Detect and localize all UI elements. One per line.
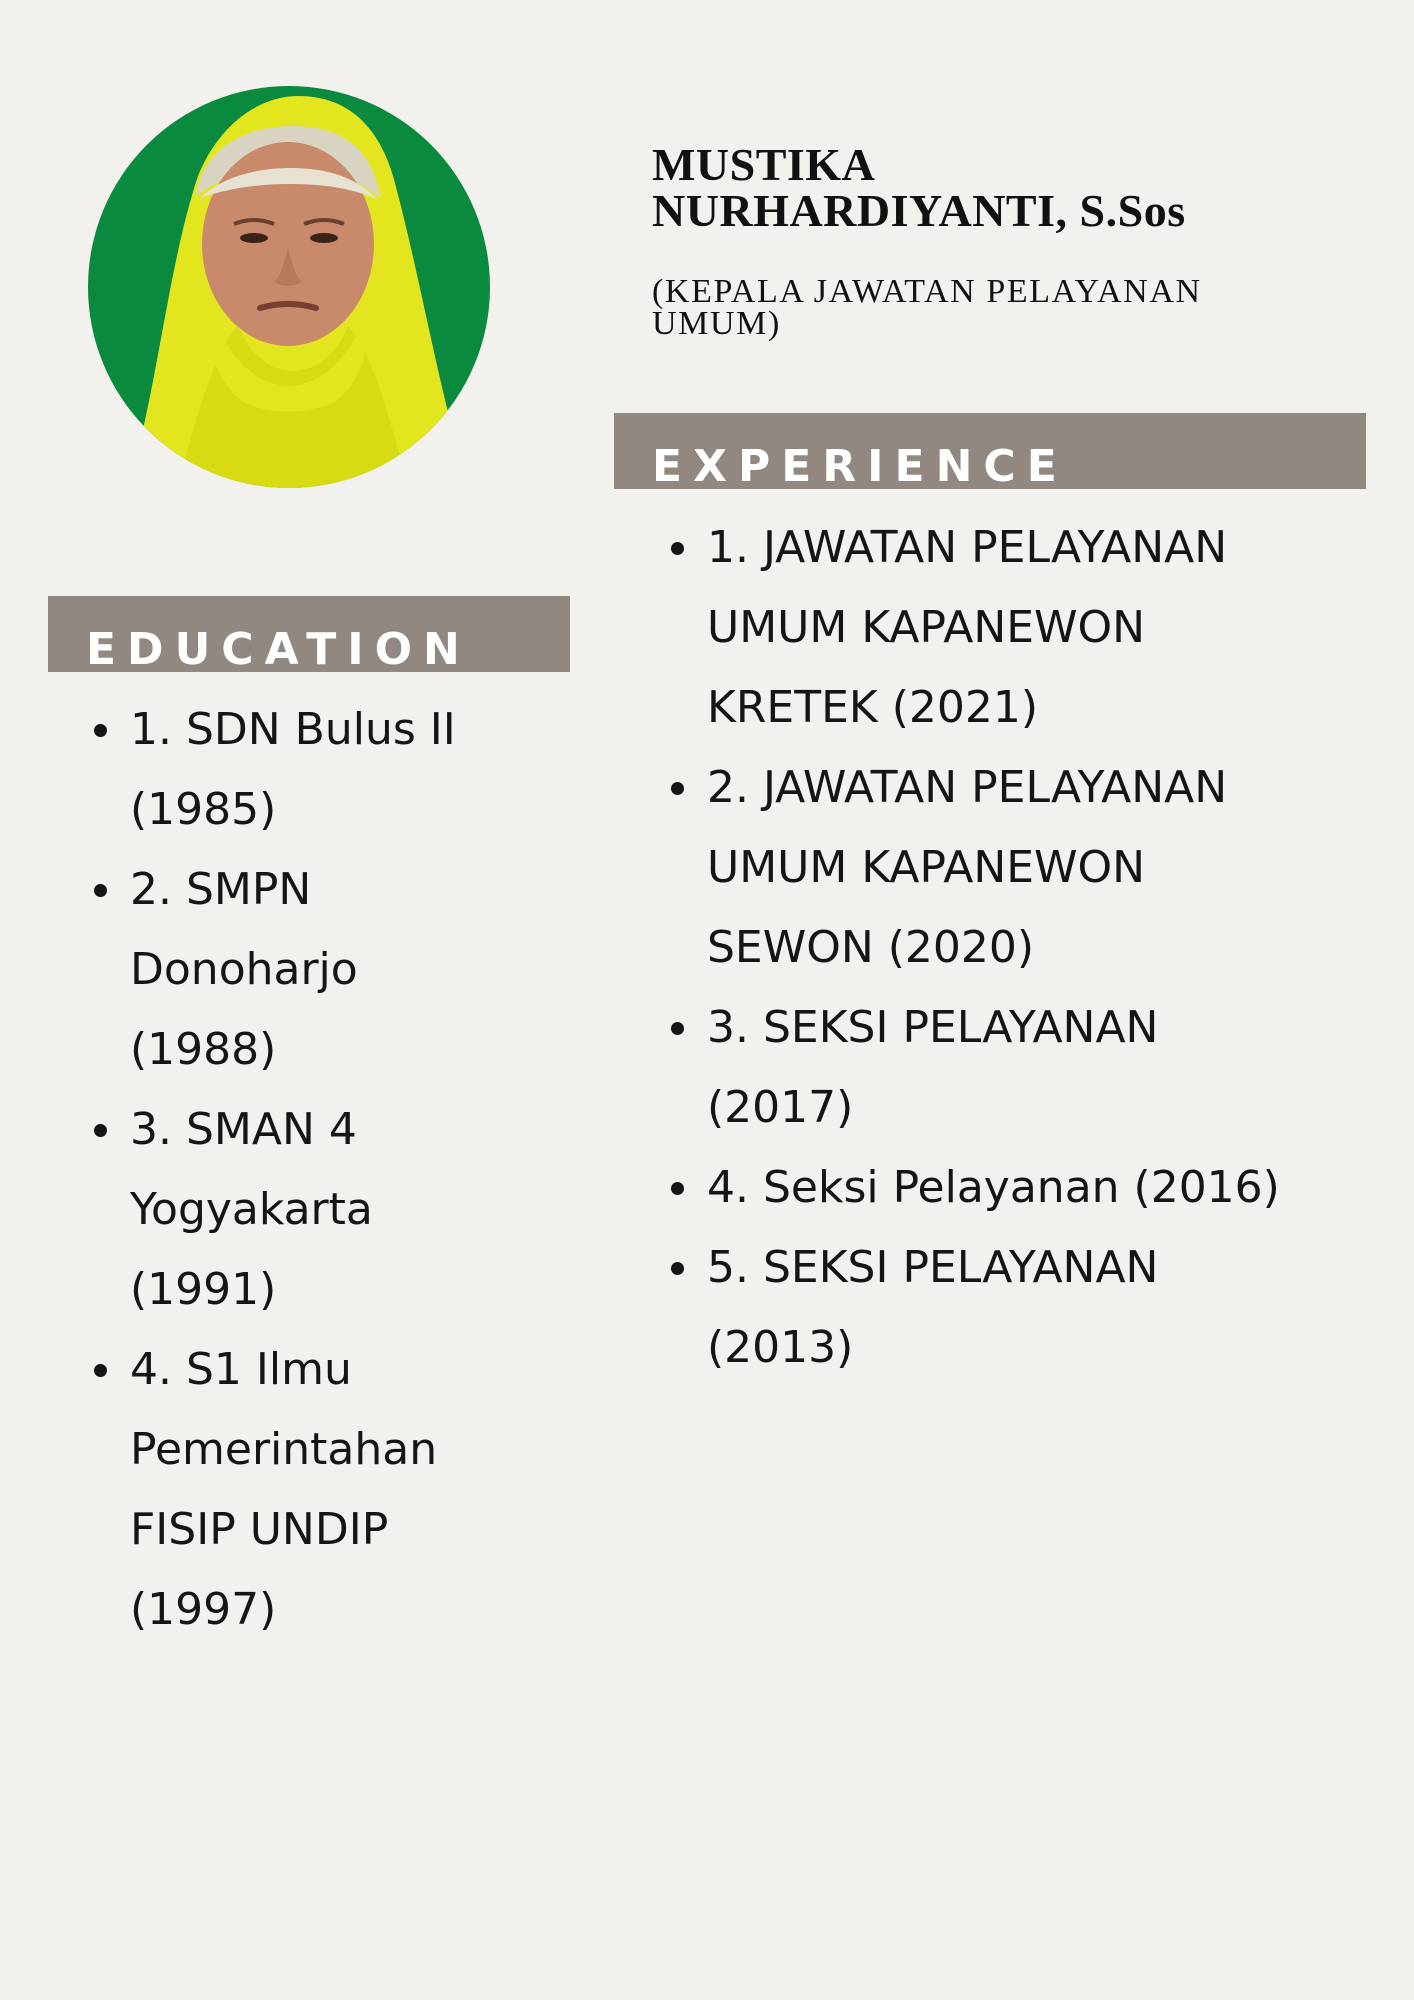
- experience-item: 4. Seksi Pelayanan (2016): [707, 1148, 1307, 1228]
- education-item: 1. SDN Bulus II (1985): [130, 690, 460, 850]
- experience-list: [707, 508, 1307, 1388]
- education-item: 2. SMPN Donoharjo (1988): [130, 850, 460, 1090]
- experience-item: 1. JAWATAN PELAYANAN UMUM KAPANEWON KRETEK (2021): [707, 508, 1307, 748]
- experience-item: 3. SEKSI PELAYANAN (2017): [707, 988, 1307, 1148]
- experience-header-bar: [614, 413, 1366, 492]
- person-name-line1: MUSTIKA: [652, 139, 876, 190]
- person-name-suffix: S.Sos: [1079, 185, 1186, 236]
- person-position: (KEPALA JAWATAN PELAYANAN UMUM): [652, 273, 1202, 343]
- experience-item: 2. JAWATAN PELAYANAN UMUM KAPANEWON SEWON (2020): [707, 748, 1307, 988]
- education-item: 3. SMAN 4 Yogyakarta (1991): [130, 1090, 460, 1330]
- education-heading: EDUCATION: [86, 624, 471, 675]
- person-name: [652, 139, 1352, 236]
- experience-heading: EXPERIENCE: [652, 441, 1068, 492]
- experience-item: 5. SEKSI PELAYANAN (2013): [707, 1228, 1307, 1388]
- education-list: [130, 690, 460, 1650]
- education-item: 4. S1 Ilmu Pemerintahan FISIP UNDIP (1997): [130, 1330, 460, 1650]
- profile-photo: [88, 86, 490, 488]
- education-header-bar: [48, 596, 570, 675]
- person-name-line2: NURHARDIYANTI,: [652, 185, 1068, 236]
